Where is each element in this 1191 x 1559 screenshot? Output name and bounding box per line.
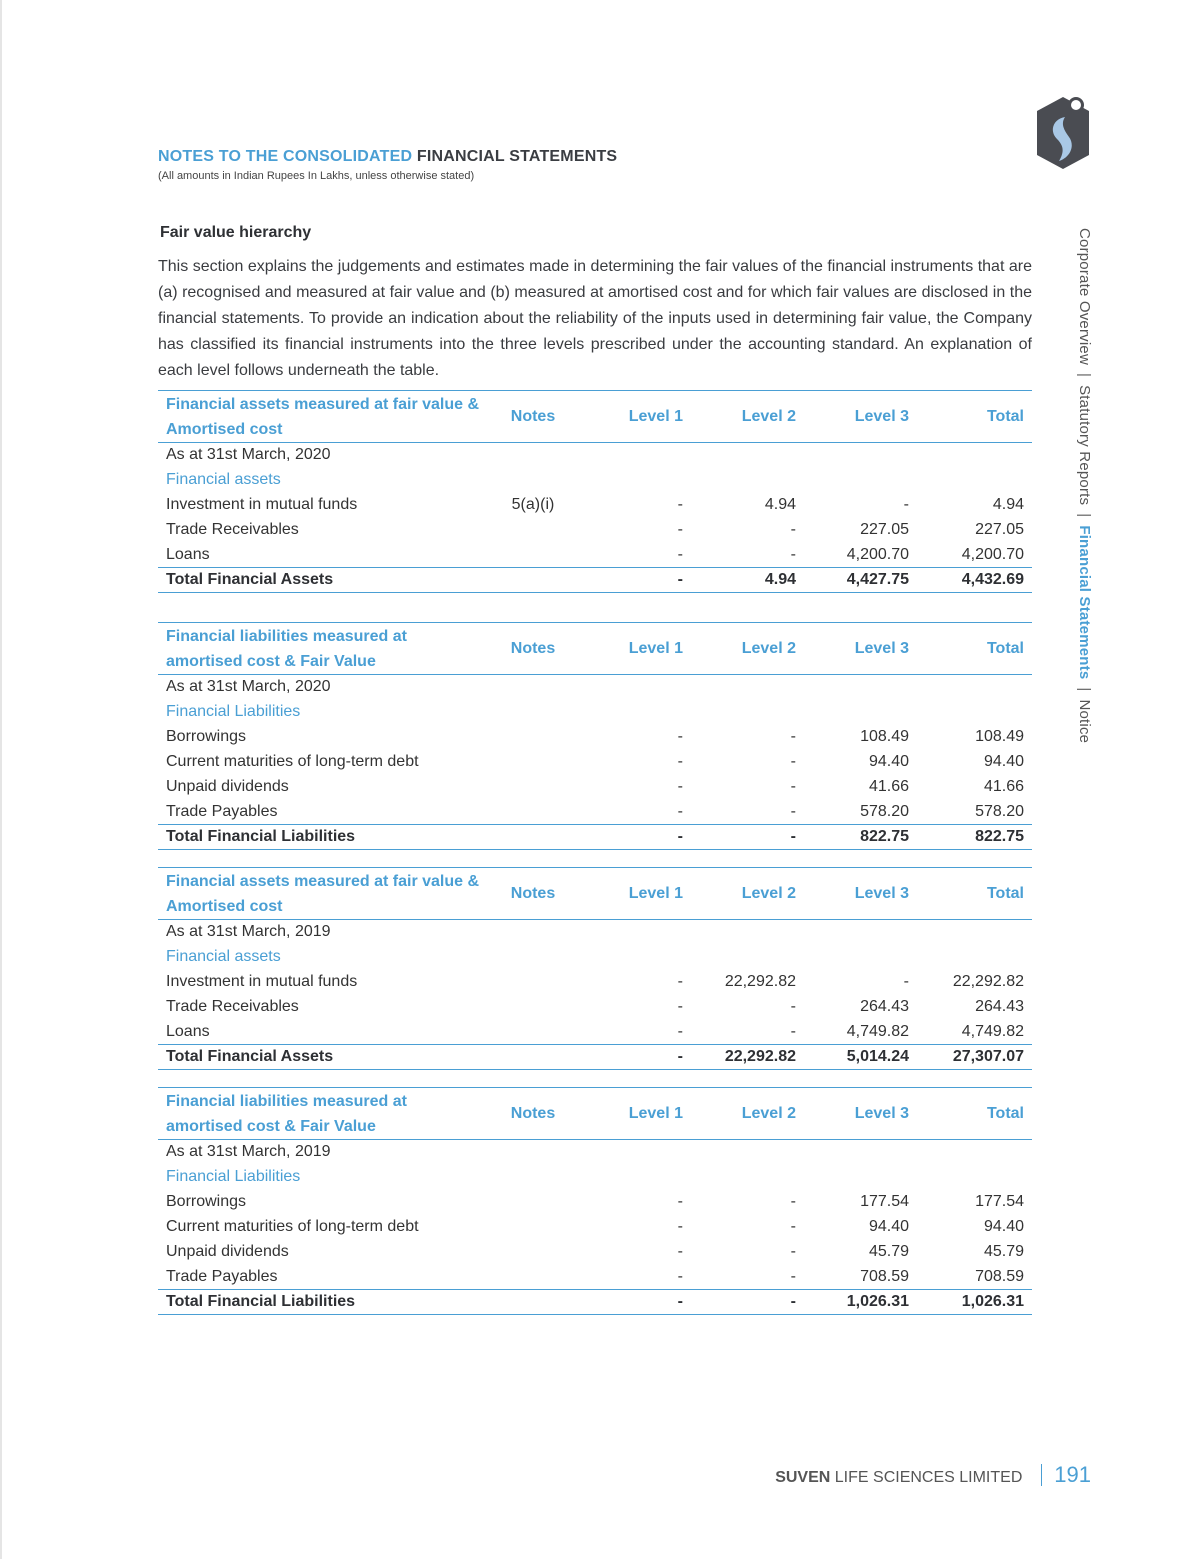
cell: 4,427.75 — [804, 568, 917, 593]
col-total: Total — [917, 391, 1032, 443]
table-heading: Financial liabilities measured at amortised cost & Fair Value — [158, 1088, 488, 1140]
table-date-row — [158, 1140, 1032, 1165]
cell: 822.75 — [917, 825, 1032, 850]
cell: Trade Receivables — [166, 521, 299, 538]
cell: - — [677, 1193, 683, 1210]
cell: Total Financial Liabilities — [158, 825, 488, 850]
footer-divider — [1041, 1464, 1042, 1486]
page-title-rest: FINANCIAL STATEMENTS — [416, 148, 618, 165]
cell: Investment in mutual funds — [166, 973, 358, 990]
table-total-row — [158, 825, 1032, 850]
cell: Unpaid dividends — [166, 778, 289, 795]
table-total-row — [158, 1045, 1032, 1070]
cell — [488, 775, 578, 800]
cell: 22,292.82 — [724, 973, 796, 990]
cell: - — [677, 496, 683, 513]
cell: Investment in mutual funds — [166, 496, 358, 513]
col-level-3: Level 3 — [804, 868, 917, 920]
cell: - — [677, 998, 683, 1015]
cell: 177.54 — [860, 1193, 909, 1210]
col-level-2: Level 2 — [691, 391, 804, 443]
table-row — [158, 518, 1032, 543]
cell: - — [790, 728, 796, 745]
cell: - — [790, 1267, 796, 1285]
nav-notice[interactable]: Notice — [1076, 699, 1093, 744]
cell: - — [677, 1243, 683, 1260]
col-level-2: Level 2 — [691, 623, 804, 675]
col-notes: Notes — [488, 391, 578, 443]
cell — [488, 1265, 578, 1290]
col-total: Total — [917, 623, 1032, 675]
cell: 264.43 — [975, 998, 1024, 1015]
table-header-row — [158, 623, 1032, 675]
table-row — [158, 970, 1032, 995]
cell — [488, 1215, 578, 1240]
col-notes: Notes — [488, 623, 578, 675]
cell: - — [578, 568, 691, 593]
cell: - — [677, 778, 683, 795]
section-title: Fair value hierarchy — [160, 224, 312, 241]
table-heading: Financial assets measured at fair value & Amortised cost — [158, 868, 488, 920]
col-level-2: Level 2 — [691, 868, 804, 920]
table-row — [158, 1190, 1032, 1215]
table-row — [158, 1020, 1032, 1045]
cell — [488, 825, 578, 850]
cell: - — [578, 1045, 691, 1070]
col-level-2: Level 2 — [691, 1088, 804, 1140]
nav-separator: | — [1076, 372, 1093, 378]
nav-financial-statements[interactable]: Financial Statements — [1076, 525, 1093, 680]
page-subtitle: (All amounts in Indian Rupees In Lakhs, unless otherwise stated) — [158, 170, 475, 182]
table-group: Financial assets — [166, 948, 281, 965]
cell: 227.05 — [975, 521, 1024, 538]
table-date-row — [158, 443, 1032, 468]
table-group: Financial assets — [166, 471, 281, 488]
table-group: Financial Liabilities — [166, 1168, 301, 1185]
cell: - — [691, 825, 804, 850]
cell: 578.20 — [975, 802, 1024, 820]
table-header-row — [158, 868, 1032, 920]
page-title-accent: NOTES TO THE CONSOLIDATED — [158, 148, 413, 165]
cell: 822.75 — [804, 825, 917, 850]
fair-value-table-assets-2019 — [158, 867, 1032, 1070]
cell: - — [677, 728, 683, 745]
cell: Borrowings — [166, 728, 247, 745]
table-row — [158, 543, 1032, 568]
col-level-1: Level 1 — [578, 1088, 691, 1140]
footer-company: LIFE SCIENCES LIMITED — [834, 1469, 1023, 1486]
side-navigation — [1075, 228, 1095, 788]
cell: - — [790, 1218, 796, 1235]
cell: - — [790, 1022, 796, 1040]
nav-separator: | — [1076, 687, 1093, 692]
table-group: Financial Liabilities — [166, 703, 301, 720]
page-number: 191 — [1054, 1462, 1091, 1487]
cell: 1,026.31 — [917, 1290, 1032, 1315]
cell: 4,432.69 — [917, 568, 1032, 593]
table-row — [158, 775, 1032, 800]
table-row — [158, 750, 1032, 775]
cell — [488, 1240, 578, 1265]
col-level-1: Level 1 — [578, 868, 691, 920]
cell: Trade Payables — [166, 1267, 278, 1285]
cell: 4,200.70 — [961, 545, 1024, 563]
table-heading: Financial assets measured at fair value & Amortised cost — [158, 391, 488, 443]
cell — [488, 1045, 578, 1070]
col-level-3: Level 3 — [804, 391, 917, 443]
col-notes: Notes — [488, 868, 578, 920]
cell: 22,292.82 — [952, 973, 1024, 990]
cell: 94.40 — [868, 1218, 909, 1235]
cell: Total Financial Liabilities — [158, 1290, 488, 1315]
cell: 4.94 — [691, 568, 804, 593]
cell — [488, 750, 578, 775]
table-total-row — [158, 568, 1032, 593]
table-row — [158, 800, 1032, 825]
cell: 578.20 — [860, 802, 909, 820]
table-row — [158, 493, 1032, 518]
page-header — [158, 148, 617, 182]
table-row — [158, 1215, 1032, 1240]
cell: 45.79 — [868, 1243, 909, 1260]
cell — [488, 568, 578, 593]
cell: - — [578, 1290, 691, 1315]
col-level-3: Level 3 — [804, 623, 917, 675]
table-row — [158, 995, 1032, 1020]
cell: - — [903, 973, 909, 990]
cell: Total Financial Assets — [158, 568, 488, 593]
table-row — [158, 1265, 1032, 1290]
table-header-row — [158, 391, 1032, 443]
cell: 45.79 — [983, 1243, 1024, 1260]
cell: 41.66 — [868, 778, 909, 795]
cell: 108.49 — [975, 728, 1024, 745]
cell — [488, 543, 578, 568]
col-notes: Notes — [488, 1088, 578, 1140]
col-level-3: Level 3 — [804, 1088, 917, 1140]
nav-corporate-overview[interactable]: Corporate Overview — [1076, 228, 1093, 365]
col-level-1: Level 1 — [578, 391, 691, 443]
cell: - — [677, 545, 683, 563]
cell: 108.49 — [860, 728, 909, 745]
section-intro: This section explains the judgements and estimates made in determining the fair values of the financial instruments that are (a) recognised and measured at fair value and (b) measured at amortised cost and for which fair values are disclosed in the financial statements. To provide an indication about the reliability of the inputs used in determining fair value, the Company has classified its financial instruments into the three levels prescribed under the accounting standard. An explanation of each level follows underneath the table. — [158, 258, 1032, 379]
table-date-row — [158, 920, 1032, 945]
table-date: As at 31st March, 2020 — [166, 446, 331, 464]
cell: 264.43 — [860, 998, 909, 1015]
cell: - — [790, 802, 796, 820]
cell: - — [677, 1022, 683, 1040]
cell: 22,292.82 — [691, 1045, 804, 1070]
cell: 708.59 — [975, 1267, 1024, 1285]
cell — [488, 800, 578, 825]
table-group-row — [158, 1165, 1032, 1190]
cell: - — [691, 1290, 804, 1315]
cell: - — [790, 998, 796, 1015]
nav-separator: | — [1076, 513, 1093, 518]
cell: 708.59 — [860, 1267, 909, 1285]
table-date-row — [158, 675, 1032, 700]
cell: 177.54 — [975, 1193, 1024, 1210]
table-row — [158, 725, 1032, 750]
cell: - — [790, 521, 796, 538]
cell: 4,200.70 — [846, 545, 909, 563]
page-footer — [775, 1462, 1091, 1488]
cell: 1,026.31 — [804, 1290, 917, 1315]
cell: 94.40 — [983, 753, 1024, 770]
cell: - — [677, 1267, 683, 1285]
cell: 4.94 — [992, 496, 1024, 513]
cell — [488, 1190, 578, 1215]
cell: 94.40 — [868, 753, 909, 770]
cell: 4.94 — [764, 496, 796, 513]
cell: - — [677, 1218, 683, 1235]
table-date: As at 31st March, 2020 — [166, 678, 331, 696]
cell: 4,749.82 — [846, 1022, 909, 1040]
cell: - — [903, 496, 909, 513]
cell: - — [790, 1243, 796, 1260]
cell — [488, 1020, 578, 1045]
cell: 5(a)(i) — [511, 496, 555, 513]
cell: - — [790, 778, 796, 795]
cell: Trade Receivables — [166, 998, 299, 1015]
cell: - — [677, 521, 683, 538]
table-row — [158, 1240, 1032, 1265]
cell: 41.66 — [983, 778, 1024, 795]
col-total: Total — [917, 868, 1032, 920]
cell: Current maturities of long-term debt — [166, 753, 419, 770]
fair-value-table-liabilities-2019 — [158, 1087, 1032, 1315]
cell: Loans — [166, 1022, 210, 1040]
table-group-row — [158, 700, 1032, 725]
cell: Borrowings — [166, 1193, 247, 1210]
cell: - — [677, 802, 683, 820]
table-date: As at 31st March, 2019 — [166, 923, 331, 941]
cell: Current maturities of long-term debt — [166, 1218, 419, 1235]
cell: 4,749.82 — [961, 1022, 1024, 1040]
cell: 27,307.07 — [917, 1045, 1032, 1070]
cell — [488, 1290, 578, 1315]
cell: 227.05 — [860, 521, 909, 538]
cell: 94.40 — [983, 1218, 1024, 1235]
cell: - — [790, 545, 796, 563]
table-header-row — [158, 1088, 1032, 1140]
table-heading: Financial liabilities measured at amortised cost & Fair Value — [158, 623, 488, 675]
cell: - — [677, 753, 683, 770]
cell — [488, 970, 578, 995]
table-group-row — [158, 945, 1032, 970]
nav-statutory-reports[interactable]: Statutory Reports — [1076, 385, 1093, 506]
cell: Trade Payables — [166, 802, 278, 820]
cell: 5,014.24 — [804, 1045, 917, 1070]
table-total-row — [158, 1290, 1032, 1315]
cell — [488, 725, 578, 750]
cell: Loans — [166, 545, 210, 563]
cell: - — [790, 753, 796, 770]
cell: - — [578, 825, 691, 850]
cell — [488, 995, 578, 1020]
table-group-row — [158, 468, 1032, 493]
fair-value-table-assets-2020 — [158, 390, 1032, 593]
table-date: As at 31st March, 2019 — [166, 1143, 331, 1161]
fair-value-table-liabilities-2020 — [158, 622, 1032, 850]
company-logo — [1035, 95, 1091, 171]
col-level-1: Level 1 — [578, 623, 691, 675]
cell: - — [677, 973, 683, 990]
page-title — [158, 148, 617, 166]
cell: Total Financial Assets — [158, 1045, 488, 1070]
cell: - — [790, 1193, 796, 1210]
footer-brand: SUVEN — [775, 1469, 831, 1486]
cell: Unpaid dividends — [166, 1243, 289, 1260]
cell — [488, 518, 578, 543]
col-total: Total — [917, 1088, 1032, 1140]
